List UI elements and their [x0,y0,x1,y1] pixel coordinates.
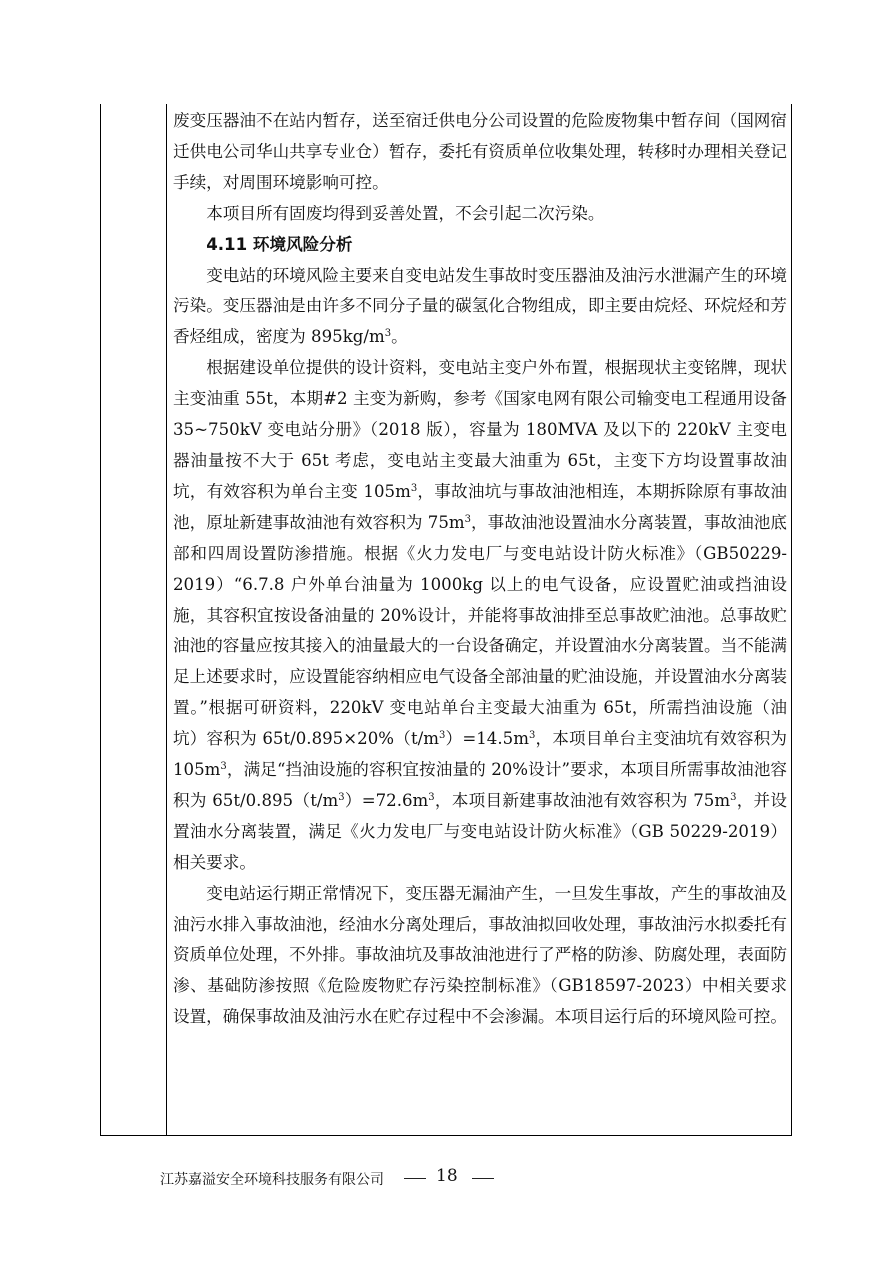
text-span: ，本项目新建事故油池有效容积为 75m [434,790,731,810]
paragraph-solid-waste: 本项目所有固废均得到妥善处置，不会引起二次污染。 [206,203,605,223]
text-span: ，并设置油水分离装置，满足《火力发电厂与变电站设计防火标准》（GB 50229-2019）相关要求。 [173,790,788,872]
column-divider [166,104,167,1135]
superscript: 3 [730,791,737,803]
superscript: 3 [220,761,227,773]
superscript: 3 [439,730,446,742]
text-span: 。 [391,327,408,347]
content-cell [173,106,787,1033]
text-span: 变电站的环境风险主要来自变电站发生事故时变压器油及油污水泄漏产生的环境污染。变压器油是由许多不同分子量的碳氢化合物组成，即主要由烷烃、环烷烃和芳香烃组成，密度为 895kg/m [173,265,787,347]
superscript: 3 [528,730,536,742]
superscript: 3 [384,328,392,340]
paragraph-risk-source [173,261,787,354]
text-span: ，本项目单台主变油坑有效容积为 105m [173,729,788,780]
text-span: 根据建设单位提供的设计资料，变电站主变户外布置，根据现状主变铭牌，现状主变油重 55t，本期#2 主变为新购，参考《国家电网有限公司输变电工程通用设备 35~750kV 变电站分册》（2018 版），容量为 180MVA 及以下的 220kV 主变电器油量按不大于 65t 考虑，变电站主变最大油重为 65t，主变下方均设置事故油坑，有效容积为单台主变 105m [173,358,787,501]
superscript: 3 [410,482,418,494]
text-span: ，满足“挡油设施的容积宜按油量的 20%设计”要求，本项目所需事故油池容积为 65t/0.895（t/m [173,760,787,810]
paragraph-design-data [173,353,787,878]
text-span: ，事故油池设置油水分离装置，事故油池底部和四周设置防渗措施。根据《火力发电厂与变电站设计防火标准》（GB50229-2019）“6.7.8 户外单台油量为 1000kg 以上的电气设备，应设置贮油或挡油设施，其容积宜按设备油量的 20%设计，并能将事故油排至总事故贮油池。总事故贮油池的容量应按其接入的油量最大的一台设备确定，并设置油水分离装置。当不能满足上述要求时，应设置能容纳相应电气设备全部油量的贮油设施，并设置油水分离装置。”根据可研资料，220kV 变电站单台主变最大油重为 65t，所需挡油设施（油坑）容积为 65t/0.895×20%（t/m [173,512,788,749]
page-dash-right [472,1178,494,1179]
page-number: 18 [436,1166,458,1186]
page-dash-left [404,1178,426,1179]
company-name: 江苏嘉溢安全环境科技服务有限公司 [160,1172,384,1188]
text-span: ，事故油坑与事故油池相连，本期拆除原有事故油池，原址新建事故油池有效容积为 75m [173,481,788,532]
page-footer [150,1168,750,1190]
text-span: ）=72.6m [344,790,429,810]
text-span: ）=14.5m [445,729,529,749]
superscript: 3 [338,791,345,803]
section-heading: 4.11 环境风险分析 [206,234,353,254]
paragraph-waste-oil: 废变压器油不在站内暂存，送至宿迁供电分公司设置的危险废物集中暂存间（国网宿迁供电公司华山共享专业仓）暂存，委托有资质单位收集处理，转移时办理相关登记手续，对周围环境影响可控。 [173,111,787,192]
superscript: 3 [428,791,435,803]
content-table [100,104,792,1136]
paragraph-operation: 变电站运行期正常情况下，变压器无漏油产生，一旦发生事故，产生的事故油及油污水排入事故油池，经油水分离处理后，事故油拟回收处理，事故油污水拟委托有资质单位处理，不外排。事故油坑及事故油池进行了严格的防渗、防腐处理，表面防渗、基础防渗按照《危险废物贮存污染控制标准》（GB18597-2023）中相关要求设置，确保事故油及油污水在贮存过程中不会渗漏。本项目运行后的环境风险可控。 [173,883,787,1027]
superscript: 3 [464,513,472,525]
